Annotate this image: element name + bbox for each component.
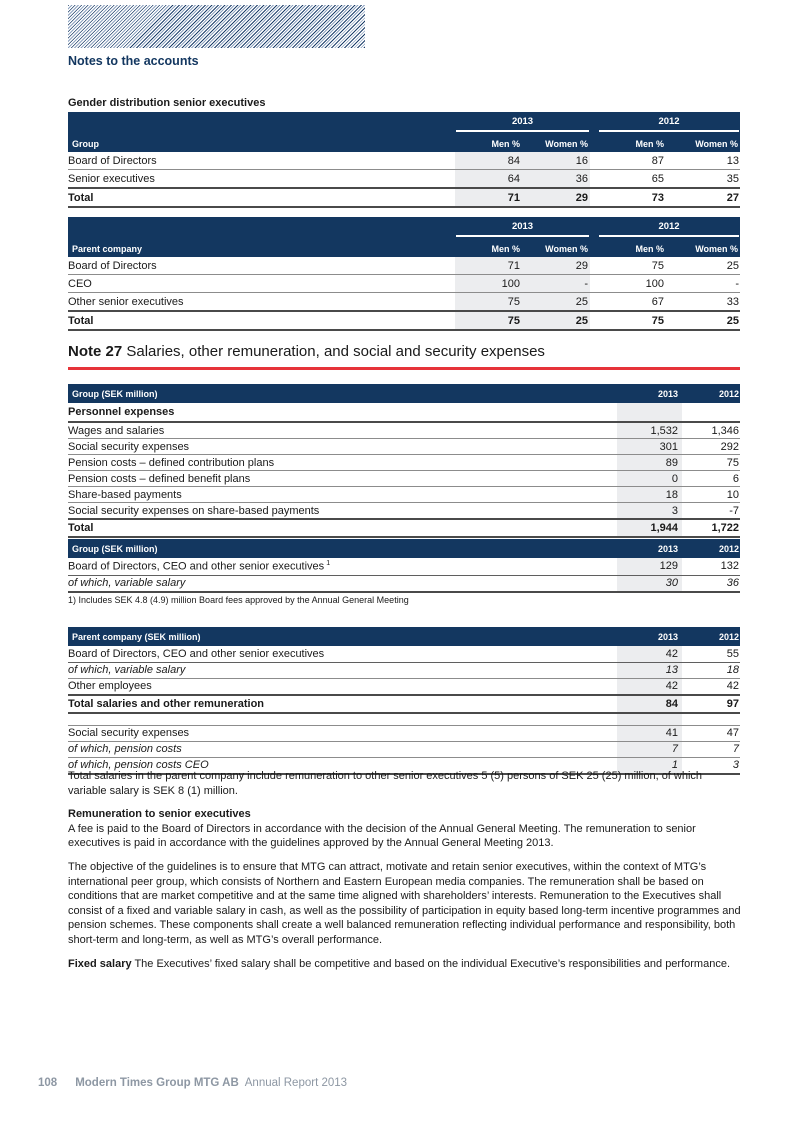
year-2012-header: 2012 bbox=[598, 112, 740, 132]
cell-value: 25 bbox=[522, 293, 590, 312]
gap-cell bbox=[682, 471, 690, 487]
gender-parent-table bbox=[68, 217, 740, 331]
row-label: of which, variable salary bbox=[68, 662, 617, 678]
row-label: Board of Directors, CEO and other senior executives bbox=[68, 646, 617, 662]
cell-value: 100 bbox=[598, 275, 666, 293]
cell-empty bbox=[617, 403, 682, 422]
paragraph: Total salaries in the parent company include remuneration to other senior executives 5 (5) persons of SEK 25 (25) million, of which variable salary is SEK 8 (1) million. bbox=[68, 770, 703, 797]
cell-value: -7 bbox=[690, 503, 740, 520]
gap-cell bbox=[590, 311, 598, 330]
cell-value: 89 bbox=[617, 455, 682, 471]
gap-cell bbox=[682, 487, 690, 503]
cell-value: 18 bbox=[690, 662, 740, 678]
row-label: Other employees bbox=[68, 678, 617, 695]
row-label: Total bbox=[68, 311, 455, 330]
header-gap bbox=[682, 539, 690, 558]
column-2012-header: 2012 bbox=[690, 384, 740, 403]
footer-brand: Modern Times Group MTG AB bbox=[75, 1077, 239, 1089]
gap-cell bbox=[590, 152, 598, 170]
cell-value: 36 bbox=[690, 575, 740, 592]
paragraph: A fee is paid to the Board of Directors in accordance with the decision of the Annual General Meeting. The remuneration to senior executives is paid in accordance with the guidelines approved by the Annual General Meeting 2013. bbox=[68, 822, 696, 850]
cell-value: 16 bbox=[522, 152, 590, 170]
footnote-marker: 1 bbox=[326, 559, 331, 567]
cell-value: 129 bbox=[617, 558, 682, 575]
table-row bbox=[68, 487, 740, 503]
cell-value: 1,346 bbox=[690, 422, 740, 439]
page-number: 108 bbox=[38, 1077, 58, 1089]
gap-cell bbox=[682, 558, 690, 575]
table-row bbox=[68, 575, 740, 592]
cell-value: 42 bbox=[617, 646, 682, 662]
row-label: of which, variable salary bbox=[68, 575, 617, 592]
gap-cell bbox=[682, 439, 690, 455]
cell-value: 25 bbox=[522, 311, 590, 330]
row-label: Social security expenses bbox=[68, 439, 617, 455]
cell-value: 75 bbox=[455, 293, 522, 312]
gap-cell bbox=[682, 575, 690, 592]
column-2013-header: 2013 bbox=[617, 539, 682, 558]
cell-value: 75 bbox=[455, 311, 522, 330]
body-text bbox=[68, 769, 742, 971]
spacer-cell bbox=[68, 713, 617, 726]
cell-value: 1,944 bbox=[617, 519, 682, 537]
header-spacer bbox=[68, 112, 455, 132]
note-heading bbox=[68, 343, 740, 370]
row-label: Share-based payments bbox=[68, 487, 617, 503]
cell-value: 0 bbox=[617, 471, 682, 487]
cell-value: 64 bbox=[455, 170, 522, 189]
gender-table-title: Gender distribution senior executives bbox=[68, 97, 266, 109]
cell-value: 42 bbox=[617, 678, 682, 695]
note-title: Salaries, other remuneration, and social and security expenses bbox=[122, 343, 545, 360]
cell-value: 75 bbox=[598, 257, 666, 275]
cell-value: 97 bbox=[690, 695, 740, 713]
men-2012-column-header: Men % bbox=[598, 132, 666, 152]
section-label: Notes to the accounts bbox=[68, 54, 199, 68]
header-spacer bbox=[68, 217, 455, 237]
gap-cell bbox=[682, 725, 690, 741]
table-row bbox=[68, 678, 740, 695]
header-gap bbox=[682, 384, 690, 403]
row-label: Board of Directors bbox=[68, 257, 455, 275]
gap-cell bbox=[682, 646, 690, 662]
header-gap bbox=[590, 132, 598, 152]
cell-value: 71 bbox=[455, 188, 522, 207]
table-row bbox=[68, 662, 740, 678]
men-2013-column-header: Men % bbox=[455, 237, 522, 257]
cell-value: 13 bbox=[666, 152, 740, 170]
row-label: Social security expenses bbox=[68, 725, 617, 741]
women-2012-column-header: Women % bbox=[666, 237, 740, 257]
table-header-label: Group (SEK million) bbox=[68, 384, 617, 403]
total-row bbox=[68, 311, 740, 330]
cell-value: 10 bbox=[690, 487, 740, 503]
row-label: of which, pension costs bbox=[68, 741, 617, 757]
cell-value: - bbox=[522, 275, 590, 293]
table-footnote: 1) Includes SEK 4.8 (4.9) million Board fees approved by the Annual General Meeting bbox=[68, 595, 409, 605]
women-2012-column-header: Women % bbox=[666, 132, 740, 152]
parent-remuneration-table bbox=[68, 627, 740, 775]
row-label: Board of Directors bbox=[68, 152, 455, 170]
table-header-label: Parent company (SEK million) bbox=[68, 627, 617, 646]
section-row bbox=[68, 403, 740, 422]
cell-value: 75 bbox=[690, 455, 740, 471]
gap-cell bbox=[682, 678, 690, 695]
cell-value: 1 bbox=[617, 757, 682, 774]
cell-value: 25 bbox=[666, 311, 740, 330]
table-row bbox=[68, 558, 740, 575]
paragraph: The objective of the guidelines is to ensure that MTG can attract, motivate and retain senior executives, within the context of MTG’s international peer group, which consists of Northern and Eastern European media companies. The remuneration shall be based on conditions that are market competitive and at the same time aligned with shareholders’ interests. Remuneration to the Executives shall consist of a fixed and variable salary in cash, as well as the possibility of participation in equity based long-term incentive programmes and pension schemes. These components shall create a well balanced remuneration reflecting individual performance and responsibility, both short-term and long-term, as well as MTG’s overall performance. bbox=[68, 860, 741, 946]
row-label: Social security expenses on share-based payments bbox=[68, 503, 617, 520]
table-header-label: Group (SEK million) bbox=[68, 539, 617, 558]
gender-group-table bbox=[68, 112, 740, 208]
table-row bbox=[68, 257, 740, 275]
table-row bbox=[68, 741, 740, 757]
cell-value: 18 bbox=[617, 487, 682, 503]
column-2012-header: 2012 bbox=[690, 627, 740, 646]
gap-cell bbox=[682, 695, 690, 713]
column-2012-header: 2012 bbox=[690, 539, 740, 558]
cell-value: 36 bbox=[522, 170, 590, 189]
cell-value: 29 bbox=[522, 257, 590, 275]
cell-value: 75 bbox=[598, 311, 666, 330]
total-row bbox=[68, 695, 740, 713]
spacer-cell bbox=[690, 713, 740, 726]
cell-value: 132 bbox=[690, 558, 740, 575]
gap-cell bbox=[682, 741, 690, 757]
gap-cell bbox=[682, 422, 690, 439]
table-row bbox=[68, 646, 740, 662]
gap-cell bbox=[590, 293, 598, 312]
header-gap bbox=[590, 217, 598, 237]
column-2013-header: 2013 bbox=[617, 384, 682, 403]
cell-value: 3 bbox=[617, 503, 682, 520]
men-2012-column-header: Men % bbox=[598, 237, 666, 257]
cell-value: 84 bbox=[455, 152, 522, 170]
cell-value: 35 bbox=[666, 170, 740, 189]
row-label: Board of Directors, CEO and other senior executives $^1$ bbox=[68, 558, 617, 575]
cell-value: 100 bbox=[455, 275, 522, 293]
total-row bbox=[68, 519, 740, 537]
header-gap bbox=[590, 237, 598, 257]
table-row bbox=[68, 275, 740, 293]
header-gap bbox=[590, 112, 598, 132]
row-label: Other senior executives bbox=[68, 293, 455, 312]
cell-value: 42 bbox=[690, 678, 740, 695]
cell-value: 65 bbox=[598, 170, 666, 189]
parent-company-column-label: Parent company bbox=[68, 237, 455, 257]
table-header bbox=[68, 539, 740, 558]
row-label: Total bbox=[68, 188, 455, 207]
cell-value: 7 bbox=[617, 741, 682, 757]
table-row bbox=[68, 170, 740, 189]
year-2013-header: 2013 bbox=[455, 112, 590, 132]
cell-value: 47 bbox=[690, 725, 740, 741]
cell-value: 301 bbox=[617, 439, 682, 455]
cell-value: 1,532 bbox=[617, 422, 682, 439]
table-row bbox=[68, 503, 740, 520]
inline-heading: Fixed salary bbox=[68, 957, 132, 970]
cell-value: 84 bbox=[617, 695, 682, 713]
header-gap bbox=[682, 627, 690, 646]
cell-value: 1,722 bbox=[690, 519, 740, 537]
cell-value: 67 bbox=[598, 293, 666, 312]
gender-parent-table-header bbox=[68, 217, 740, 257]
table-row bbox=[68, 471, 740, 487]
row-label: Pension costs – defined contribution plans bbox=[68, 455, 617, 471]
gap-cell bbox=[590, 275, 598, 293]
year-2012-header: 2012 bbox=[598, 217, 740, 237]
cell-value: 13 bbox=[617, 662, 682, 678]
row-label: CEO bbox=[68, 275, 455, 293]
cell-value: - bbox=[666, 275, 740, 293]
paragraph bbox=[68, 957, 742, 972]
table-row bbox=[68, 293, 740, 312]
row-label: Total salaries and other remuneration bbox=[68, 695, 617, 713]
gap-cell bbox=[682, 455, 690, 471]
cell-value: 3 bbox=[690, 757, 740, 774]
table-row bbox=[68, 439, 740, 455]
gap-cell bbox=[682, 503, 690, 520]
header-stripes-pattern bbox=[68, 5, 365, 48]
subheading: Remuneration to senior executives bbox=[68, 808, 251, 821]
women-2013-column-header: Women % bbox=[522, 132, 590, 152]
gap-cell bbox=[682, 519, 690, 537]
paragraph-text: The Executives’ fixed salary shall be competitive and based on the individual Executive’s responsibilities and performance. bbox=[131, 957, 730, 970]
gender-group-table-header bbox=[68, 112, 740, 152]
table-row bbox=[68, 725, 740, 741]
page-footer bbox=[38, 1077, 347, 1089]
group-personnel-expenses-table bbox=[68, 384, 740, 538]
women-2013-column-header: Women % bbox=[522, 237, 590, 257]
cell-value: 87 bbox=[598, 152, 666, 170]
footer-report-title: Annual Report 2013 bbox=[244, 1077, 348, 1089]
spacer-row bbox=[68, 713, 740, 726]
cell-value: 30 bbox=[617, 575, 682, 592]
table-row bbox=[68, 455, 740, 471]
group-column-label: Group bbox=[68, 132, 455, 152]
spacer-cell bbox=[617, 713, 682, 726]
year-2013-header: 2013 bbox=[455, 217, 590, 237]
cell-empty bbox=[690, 403, 740, 422]
table-row bbox=[68, 152, 740, 170]
total-row bbox=[68, 188, 740, 207]
cell-value: 29 bbox=[522, 188, 590, 207]
cell-value: 25 bbox=[666, 257, 740, 275]
row-label: of which, pension costs CEO bbox=[68, 757, 617, 774]
row-label: Total bbox=[68, 519, 617, 537]
cell-value: 33 bbox=[666, 293, 740, 312]
cell-value: 6 bbox=[690, 471, 740, 487]
row-label: Pension costs – defined benefit plans bbox=[68, 471, 617, 487]
cell-value: 71 bbox=[455, 257, 522, 275]
cell-value: 27 bbox=[666, 188, 740, 207]
spacer-cell bbox=[682, 713, 690, 726]
table-header bbox=[68, 384, 740, 403]
note-number: Note 27 bbox=[68, 343, 123, 360]
gap-cell bbox=[590, 188, 598, 207]
cell-value: 41 bbox=[617, 725, 682, 741]
cell-value: 7 bbox=[690, 741, 740, 757]
men-2013-column-header: Men % bbox=[455, 132, 522, 152]
table-header bbox=[68, 627, 740, 646]
cell-value: 55 bbox=[690, 646, 740, 662]
gap-cell bbox=[590, 257, 598, 275]
cell-value: 73 bbox=[598, 188, 666, 207]
section-label: Personnel expenses bbox=[68, 403, 617, 422]
column-2013-header: 2013 bbox=[617, 627, 682, 646]
gap-cell bbox=[682, 662, 690, 678]
gap-cell bbox=[682, 403, 690, 422]
table-row bbox=[68, 422, 740, 439]
cell-value: 292 bbox=[690, 439, 740, 455]
row-label: Wages and salaries bbox=[68, 422, 617, 439]
gap-cell bbox=[590, 170, 598, 189]
row-label: Senior executives bbox=[68, 170, 455, 189]
group-remuneration-table bbox=[68, 539, 740, 593]
